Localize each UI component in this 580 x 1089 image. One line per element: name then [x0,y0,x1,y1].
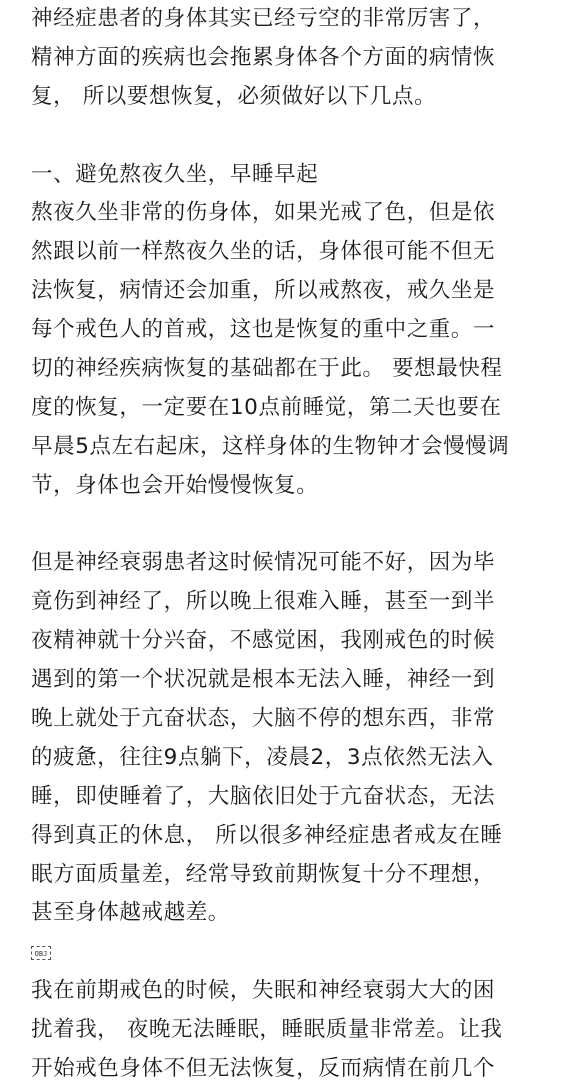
text-line: 节，身体也会开始慢慢恢复。 [31,472,319,498]
object-placeholder [31,933,556,972]
text-line: 夜精神就十分兴奋，不感觉困，我刚戒色的时候 [31,628,496,654]
text-line: 得到真正的休息， 所以很多神经症患者戒友在睡 [31,822,503,848]
section-heading: 一、避免熬夜久坐，早睡早起 [31,161,319,187]
article-body [31,0,556,1089]
text-line: 然跟以前一样熬夜久坐的话，身体很可能不但无 [31,239,496,265]
paragraph-personal-experience [31,972,556,1089]
text-line: 切的神经疾病恢复的基础都在于此。 要想最快程 [31,356,503,382]
text-line: 开始戒色身体不但无法恢复，反而病情在前几个 [31,1056,496,1082]
text-line: 早晨5点左右起床，这样身体的生物钟才会慢慢调 [31,433,510,459]
paragraph-intro [31,0,556,117]
text-line: 扰着我， 夜晚无法睡眠，睡眠质量非常差。让我 [31,1017,503,1043]
text-line: 熬夜久坐非常的伤身体，如果光戒了色，但是依 [31,200,496,226]
text-line: 精神方面的疾病也会拖累身体各个方面的病情恢 [31,44,496,70]
text-line: 复， 所以要想恢复，必须做好以下几点。 [31,83,437,109]
paragraph-stay-up-late [31,194,556,505]
paragraph-insomnia [31,544,556,933]
text-line: 遇到的第一个状况就是根本无法入睡，神经一到 [31,667,496,693]
object-placeholder-icon: OBJ [31,946,51,960]
text-line: 的疲惫，往往9点躺下，凌晨2，3点依然无法入 [31,744,494,770]
text-line: 每个戒色人的首戒，这也是恢复的重中之重。一 [31,317,496,343]
paragraph-spacer [31,117,556,156]
text-line: 甚至身体越戒越差。 [31,900,230,926]
text-line: 竟伤到神经了，所以晚上很难入睡，甚至一到半 [31,589,496,615]
text-line: 我在前期戒色的时候，失眠和神经衰弱大大的困 [31,978,496,1004]
text-line: 法恢复，病情还会加重，所以戒熬夜，戒久坐是 [31,278,496,304]
text-line: 眠方面质量差，经常导致前期恢复十分不理想， [31,861,496,887]
text-line: 但是神经衰弱患者这时候情况可能不好，因为毕 [31,550,496,576]
text-line: 神经症患者的身体其实已经亏空的非常厉害了， [31,6,496,31]
text-line: 晚上就处于亢奋状态，大脑不停的想东西，非常 [31,706,496,732]
text-line: 度的恢复，一定要在10点前睡觉，第二天也要在 [31,394,502,420]
paragraph-spacer [31,506,556,545]
text-line: 睡，即使睡着了，大脑依旧处于亢奋状态，无法 [31,783,496,809]
